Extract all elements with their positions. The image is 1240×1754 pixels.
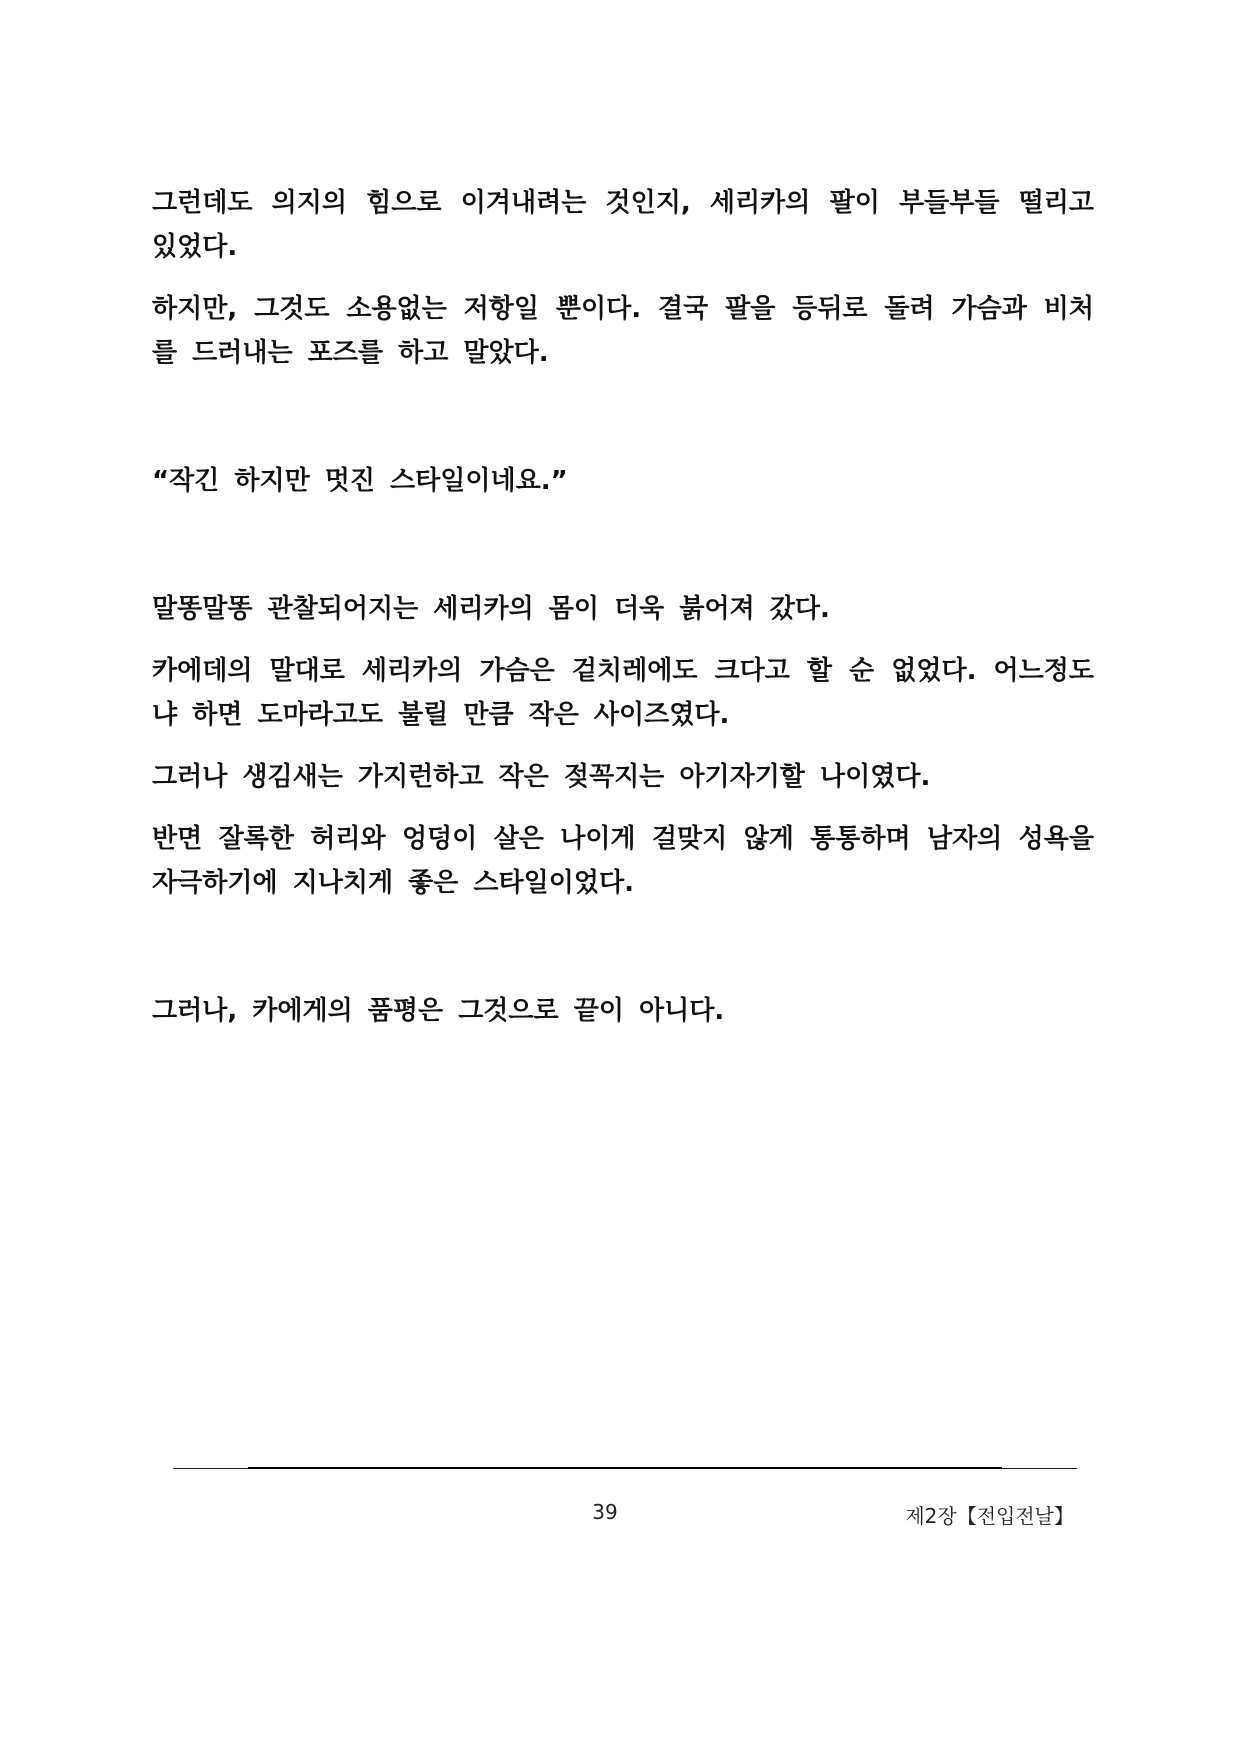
dialogue-line: “작긴 하지만 멋진 스타일이네요.”: [152, 466, 568, 496]
paragraph-7: 반면 잘록한 허리와 엉덩이 살은 나이게 걸맞지 않게 통통하며 남자의 성욕을 자극하기에 지나치게 좋은 스타일이었다.: [152, 824, 1094, 898]
paragraph-4: 말똥말똥 관찰되어지는 세리카의 몸이 더욱 붉어져 갔다.: [152, 594, 830, 624]
paragraph-1: 그런데도 의지의 힘으로 이겨내려는 것인지, 세리카의 팔이 부들부들 떨리고 있었다.: [152, 188, 1094, 262]
paragraph-8: 그러나, 카에게의 품평은 그것으로 끝이 아니다.: [152, 996, 725, 1026]
page-body: [152, 181, 1094, 1051]
paragraph-2: 하지만, 그것도 소용없는 저항일 뿐이다. 결국 팔을 등뒤로 돌려 가슴과 비처를 드러내는 포즈를 하고 말았다.: [152, 294, 1094, 368]
paragraph-5: 카에데의 말대로 세리카의 가슴은 겉치레에도 크다고 할 순 없었다. 어느정도냐 하면 도마라고도 불릴 만큼 작은 사이즈였다.: [152, 656, 1094, 730]
footer-divider-emphasis: [248, 1467, 1002, 1469]
paragraph-6: 그러나 생김새는 가지런하고 작은 젖꼭지는 아기자기할 나이였다.: [152, 762, 931, 792]
chapter-title: 제2장【전입전날】: [905, 1504, 1074, 1528]
page-number: 39: [592, 1500, 618, 1524]
